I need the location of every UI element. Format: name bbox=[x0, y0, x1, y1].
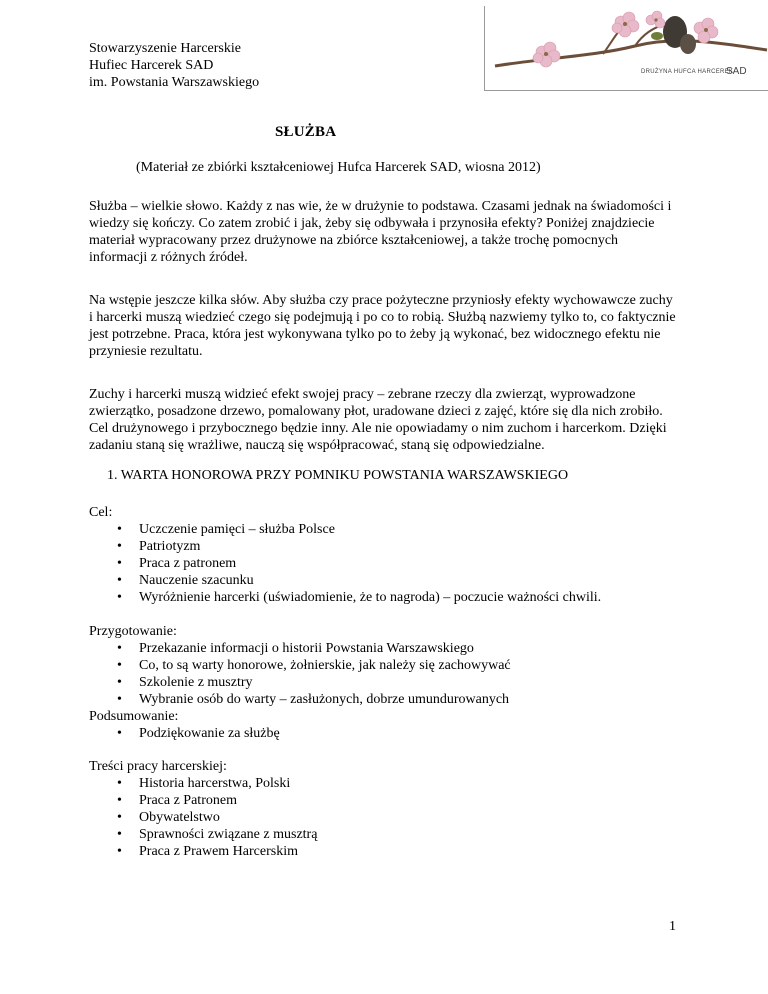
list-item: • Uczczenie pamięci – służba Polsce bbox=[117, 522, 335, 537]
bullet: • bbox=[117, 556, 122, 571]
bullet: • bbox=[117, 658, 122, 673]
bullet: • bbox=[117, 793, 122, 808]
goals-label: Cel: bbox=[89, 505, 113, 520]
list-item: • Obywatelstwo bbox=[117, 810, 220, 825]
bullet: • bbox=[117, 827, 122, 842]
list-item: • Szkolenie z musztry bbox=[117, 675, 253, 690]
section-heading: 1. WARTA HONOROWA PRZY POMNIKU POWSTANIA WARSZAWSKIEGO bbox=[107, 468, 569, 483]
list-item: • Podziękowanie za służbę bbox=[117, 726, 280, 741]
list-item: • Sprawności związane z musztrą bbox=[117, 827, 318, 842]
list-item: • Praca z Patronem bbox=[117, 793, 237, 808]
summary-label: Podsumowanie: bbox=[89, 709, 179, 724]
list-item: • Nauczenie szacunku bbox=[117, 573, 254, 588]
bullet: • bbox=[117, 692, 122, 707]
list-item: • Wyróżnienie harcerki (uświadomienie, że to nagroda) – poczucie ważności chwili. bbox=[117, 590, 602, 605]
goals-section bbox=[89, 504, 601, 606]
preparation-list bbox=[89, 640, 511, 708]
list-item: • Przekazanie informacji o historii Powstania Warszawskiego bbox=[117, 641, 474, 656]
list-item: • Wybranie osób do warty – zasłużonych, dobrze umundurowanych bbox=[117, 692, 510, 707]
bullet: • bbox=[117, 590, 122, 605]
troop-logo bbox=[484, 6, 768, 91]
bullet: • bbox=[117, 539, 122, 554]
organization-header bbox=[89, 40, 259, 91]
bullet: • bbox=[117, 844, 122, 859]
preparation-label: Przygotowanie: bbox=[89, 624, 177, 639]
paragraph-1: Służba – wielkie słowo. Każdy z nas wie, że w drużynie to podstawa. Czasami jednak na świadomości i wiedzy się kończy. Co zatem zrobić i jak, żeby się odbywała i przynosiła efekty? Poniżej znajdziecie materiał wypracowany przez drużynowe na zbiórce kształceniowej, a także trochę pomocnych informacji z różnych źródeł. bbox=[89, 199, 672, 265]
scouting-content-section bbox=[89, 758, 317, 860]
list-item: • Praca z patronem bbox=[117, 556, 237, 571]
goals-list bbox=[89, 521, 601, 606]
preparation-section bbox=[89, 623, 511, 742]
logo-sad: SAD bbox=[726, 66, 747, 77]
scouting-content-label: Treści pracy harcerskiej: bbox=[89, 759, 227, 774]
logo-caption: DRUŻYNA HUFCA HARCEREK bbox=[641, 69, 734, 75]
bullet: • bbox=[117, 810, 122, 825]
paragraph-2: Na wstępie jeszcze kilka słów. Aby służba czy prace pożyteczne przyniosły efekty wychowawcze zuchy i harcerki muszą wiedzieć czego się podejmują i po co to robią. Służbą nazwiemy tylko to, co faktycznie jest potrzebne. Praca, która jest wykonywana tylko po to żeby ją wykonać, bez widocznego efektu nie przyniesie rezultatu. bbox=[89, 293, 676, 359]
list-item: • Co, to są warty honorowe, żołnierskie, jak należy się zachowywać bbox=[117, 658, 511, 673]
paragraph-3: Zuchy i harcerki muszą widzieć efekt swojej pracy – zebrane rzeczy dla zwierząt, wyprowadzone zwierzątko, posadzone drzewo, pomalowany płot, uradowane dzieci z zajęć, które się dla nich zrobiło. Cel drużynowego i przybocznego będzie inny. Ale nie opowiadamy o nim zuchom i harcerkom. Dzięki zadaniu staną się wrażliwe, nauczą się współpracować, staną się odpowiedzialne. bbox=[89, 387, 667, 453]
org-line-2: Hufiec Harcerek SAD bbox=[89, 58, 214, 73]
page-number: 1 bbox=[669, 919, 676, 934]
bullet: • bbox=[117, 641, 122, 656]
org-line-1: Stowarzyszenie Harcerskie bbox=[89, 41, 241, 56]
document-subtitle: (Materiał ze zbiórki kształceniowej Hufca Harcerek SAD, wiosna 2012) bbox=[136, 160, 541, 175]
bullet: • bbox=[117, 776, 122, 791]
list-item: • Patriotyzm bbox=[117, 539, 201, 554]
bullet: • bbox=[117, 573, 122, 588]
list-item: • Praca z Prawem Harcerskim bbox=[117, 844, 298, 859]
bullet: • bbox=[117, 522, 122, 537]
scouting-content-list bbox=[89, 775, 317, 860]
bullet: • bbox=[117, 726, 122, 741]
summary-list bbox=[89, 725, 511, 742]
blossom-branch-logo bbox=[485, 6, 768, 90]
org-line-3: im. Powstania Warszawskiego bbox=[89, 75, 260, 90]
document-title: SŁUŻBA bbox=[275, 124, 337, 140]
bullet: • bbox=[117, 675, 122, 690]
list-item: • Historia harcerstwa, Polski bbox=[117, 776, 291, 791]
